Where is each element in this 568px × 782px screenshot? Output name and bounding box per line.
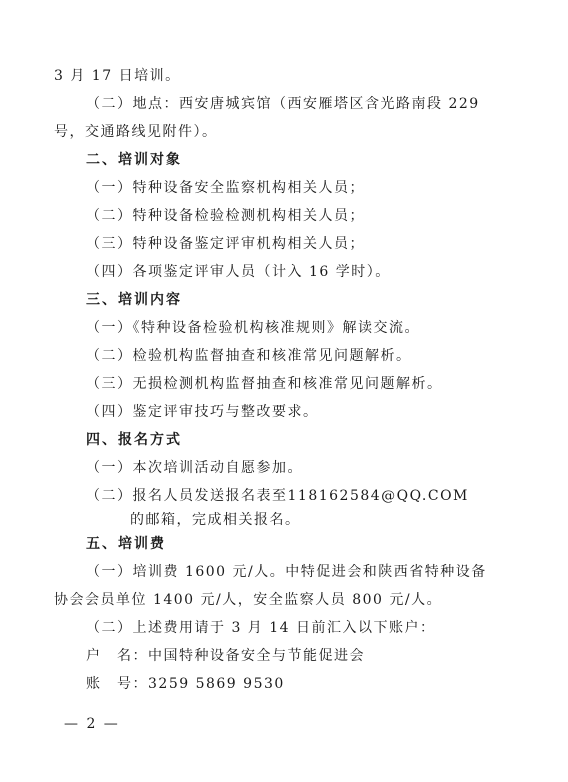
list-item-audience-1: （一）特种设备安全监察机构相关人员；: [86, 180, 365, 196]
list-item-content-4: （四）鉴定评审技巧与整改要求。: [86, 404, 319, 420]
paragraph-date-continuation: 3 月 17 日培训。: [54, 68, 181, 84]
account-name: 户 名：中国特种设备安全与节能促进会: [86, 648, 365, 664]
list-item-fees-1: （一）培训费 1600 元/人。中特促进会和陕西省特种设备: [86, 564, 487, 580]
section-heading-content: 三、培训内容: [86, 292, 182, 308]
list-item-registration-1: （一）本次培训活动自愿参加。: [86, 460, 303, 476]
list-item-fees-1-continuation: 协会会员单位 1400 元/人，安全监察人员 800 元/人。: [54, 592, 443, 608]
list-item-content-3: （三）无损检测机构监督抽查和核准常见问题解析。: [86, 376, 443, 392]
section-heading-audience: 二、培训对象: [86, 152, 182, 168]
page-number: — 2 —: [64, 716, 120, 732]
list-item-fees-2: （二）上述费用请于 3 月 14 日前汇入以下账户：: [86, 620, 436, 636]
list-item-registration-2: （二）报名人员发送报名表至118162584@QQ.COM: [86, 488, 469, 504]
list-item-content-1: （一）《特种设备检验机构核准规则》解读交流。: [86, 320, 420, 336]
section-heading-registration: 四、报名方式: [86, 432, 182, 448]
list-item-registration-2-continuation: 的邮箱，完成相关报名。: [130, 512, 301, 528]
section-heading-fees: 五、培训费: [86, 536, 166, 552]
list-item-audience-2: （二）特种设备检验检测机构相关人员；: [86, 208, 365, 224]
list-item-audience-4: （四）各项鉴定评审人员（计入 16 学时）。: [86, 264, 391, 280]
list-item-content-2: （二）检验机构监督抽查和核准常见问题解析。: [86, 348, 412, 364]
account-number: 账 号：3259 5869 9530: [86, 676, 285, 692]
list-item-audience-3: （三）特种设备鉴定评审机构相关人员；: [86, 236, 365, 252]
paragraph-location-continuation: 号，交通路线见附件）。: [54, 124, 218, 140]
paragraph-location: （二）地点：西安唐城宾馆（西安雁塔区含光路南段 229: [86, 96, 480, 112]
